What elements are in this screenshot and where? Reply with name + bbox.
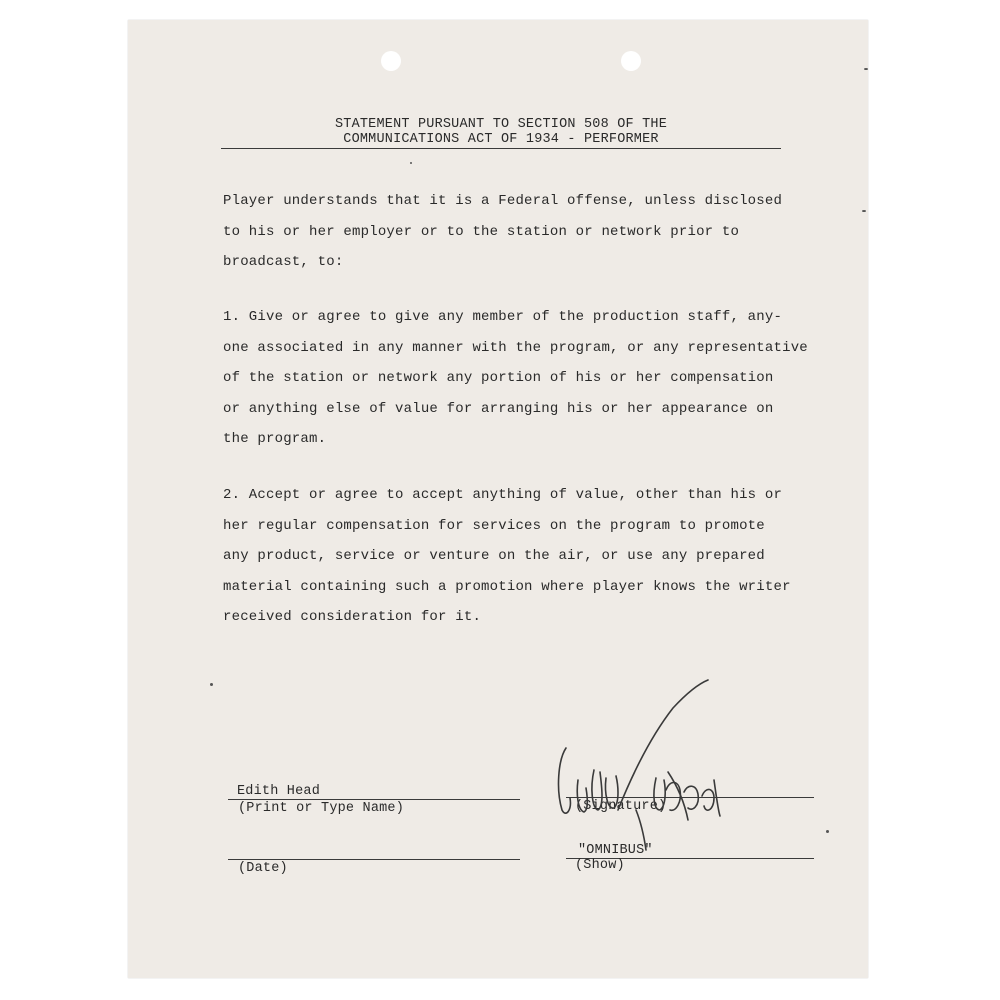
name-label: (Print or Type Name) [238, 801, 405, 816]
punch-hole-left [381, 51, 401, 71]
name-value: Edith Head [237, 784, 321, 799]
title-line-1: STATEMENT PURSUANT TO SECTION 508 OF THE [334, 117, 668, 132]
clause-2-paragraph: 2. Accept or agree to accept anything of value, other than his or her regular compensation for services on the program to promote any product, service or venture on the air, or use any prepared material containing such a promotion where player knows the writer received consideration for it. [223, 487, 791, 625]
paper-speck [410, 162, 412, 164]
signature-stroke [577, 780, 587, 812]
document-page [128, 20, 868, 978]
show-value: "OMNIBUS" [578, 843, 653, 858]
intro-paragraph: Player understands that it is a Federal offense, unless disclosed to his or her employer or to the station or network prior to broadcast, to: [223, 193, 783, 270]
paper-speck [210, 683, 213, 686]
signature-label: (Signature) [575, 799, 667, 814]
signature-stroke [592, 770, 602, 810]
paper-speck [826, 830, 829, 833]
signature-stroke [684, 786, 698, 809]
signature-stroke [636, 810, 646, 850]
title-underline [221, 148, 781, 149]
show-label: (Show) [575, 858, 625, 873]
punch-hole-right [621, 51, 641, 71]
signature-stroke [654, 778, 665, 810]
signature-stroke [605, 776, 618, 808]
signature-stroke [666, 783, 680, 811]
date-label: (Date) [238, 861, 288, 876]
clause-1-paragraph: 1. Give or agree to give any member of the production staff, any- one associated in any manner with the program, or any representative of the station or network any portion of his or her compensation or anything else of value for arranging his or her appearance on the program. [223, 309, 808, 447]
title-line-2: COMMUNICATIONS ACT OF 1934 - PERFORMER [343, 132, 659, 147]
signature-stroke [668, 772, 688, 820]
signature-stroke [618, 680, 708, 810]
paper-speck [864, 68, 868, 70]
name-line [228, 799, 520, 800]
paper-speck [862, 210, 866, 212]
handwritten-signature [548, 660, 748, 860]
signature-stroke [702, 780, 720, 816]
date-line [228, 859, 520, 860]
signature-stroke [559, 748, 571, 813]
document-title [221, 117, 781, 147]
